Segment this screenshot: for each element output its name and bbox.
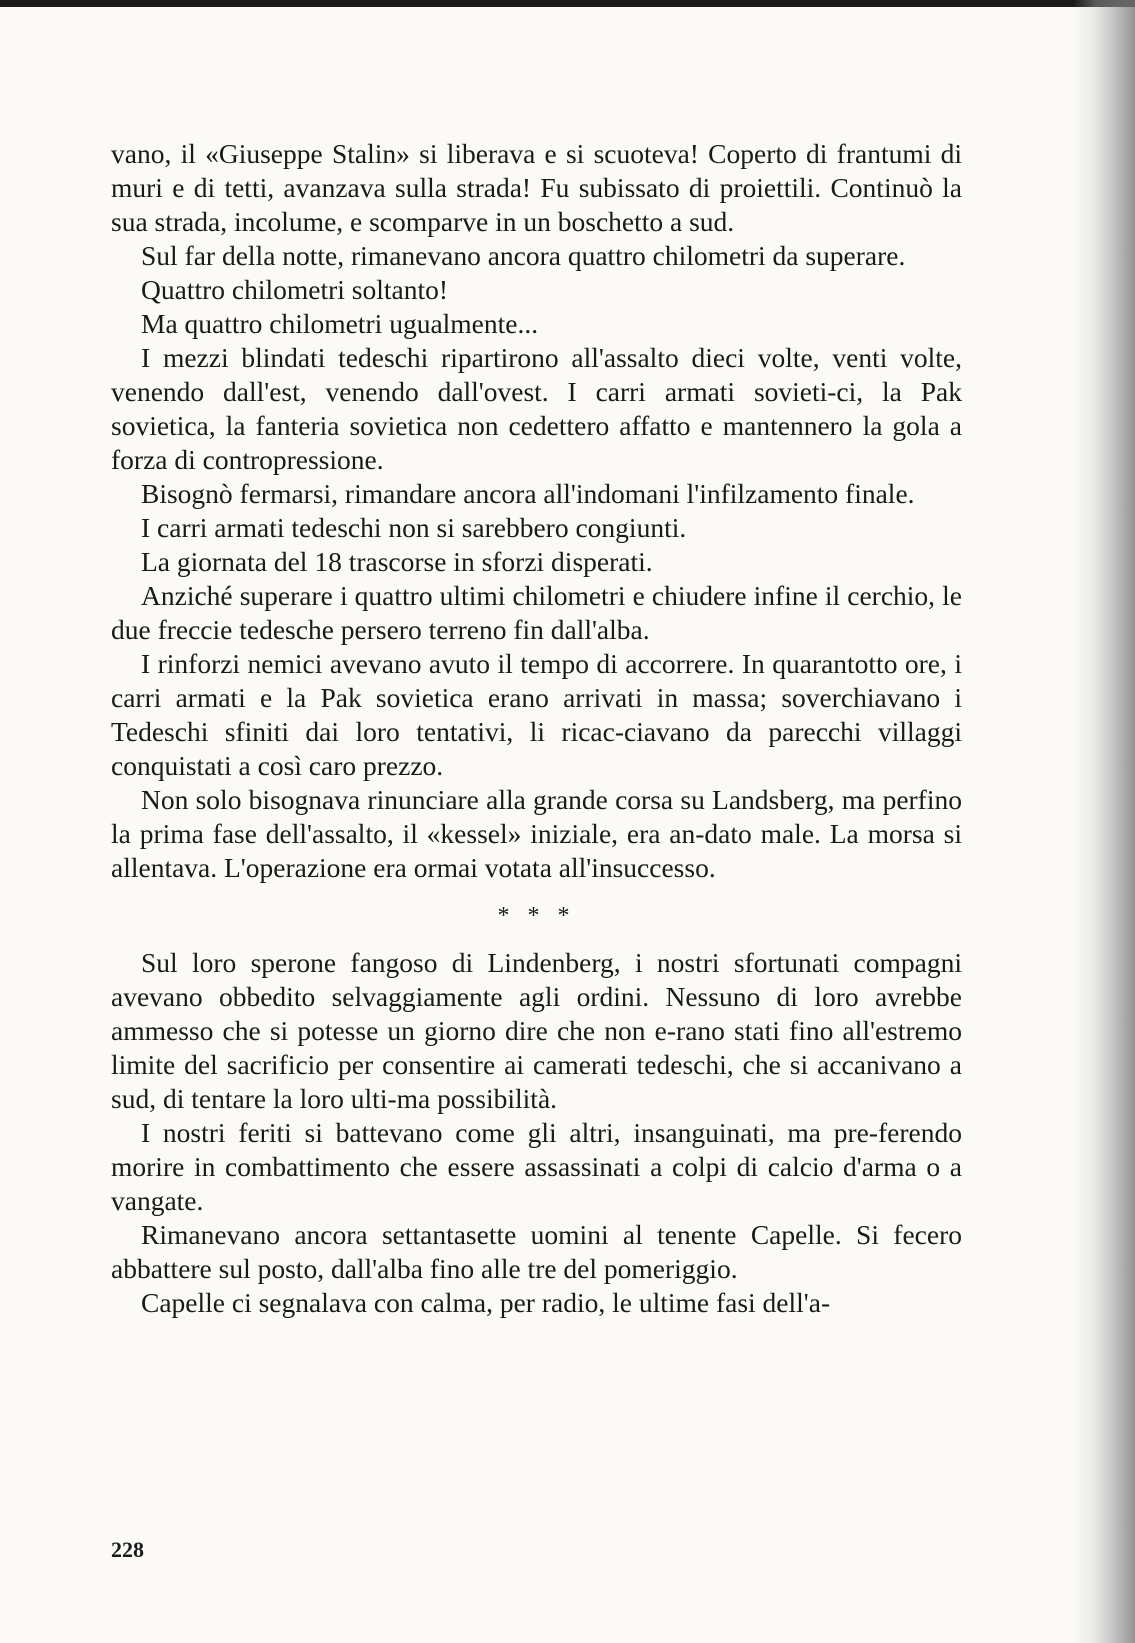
paragraph: I rinforzi nemici avevano avuto il tempo di accorrere. In quarantotto ore, i carri armati e la Pak sovietica erano arrivati in massa; soverchiavano i Tedeschi sfiniti dai loro tentativi, li ricac-ciavano da parecchi villaggi conquistati a così caro prezzo.: [111, 648, 962, 781]
paragraph: I carri armati tedeschi non si sarebbero congiunti.: [141, 512, 687, 543]
paragraph: Bisognò fermarsi, rimandare ancora all'indomani l'infilzamento finale.: [141, 478, 915, 509]
paragraph: Rimanevano ancora settantasette uomini al tenente Capelle. Si fecero abbattere sul posto, dall'alba fino alle tre del pomeriggio.: [111, 1219, 962, 1284]
paragraph: vano, il «Giuseppe Stalin» si liberava e si scuoteva! Coperto di frantumi di muri e di tetti, avanzava sulla strada! Fu subissato di proiettili. Continuò la sua strada, incolume, e scomparve in un boschetto a sud.: [111, 138, 962, 237]
paragraph: Non solo bisognava rinunciare alla grande corsa su Landsberg, ma perfino la prima fase dell'assalto, il «kessel» iniziale, era an-dato male. La morsa si allentava. L'operazione era ormai votata all'insuccesso.: [111, 784, 962, 883]
paragraph: Sul loro sperone fangoso di Lindenberg, i nostri sfortunati compagni avevano obbedito selvaggiamente agli ordini. Nessuno di loro avrebbe ammesso che si potesse un giorno dire che non e-rano stati fino all'estremo limite del sacrificio per consentire ai camerati tedeschi, che si accanivano a sud, di tentare la loro ulti-ma possibilità.: [111, 947, 962, 1114]
page-number: 228: [111, 1537, 144, 1562]
binding-shadow: [1073, 0, 1135, 1643]
section-break: * * *: [497, 903, 576, 929]
paragraph: I nostri feriti si battevano come gli altri, insanguinati, ma pre-ferendo morire in combattimento che essere assassinati a colpi di calcio d'arma o a vangate.: [111, 1117, 962, 1216]
paragraph: Quattro chilometri soltanto!: [141, 274, 449, 305]
paragraph: Anziché superare i quattro ultimi chilometri e chiudere infine il cerchio, le due freccie tedesche persero terreno fin dall'alba.: [111, 580, 962, 645]
body-text: [111, 137, 962, 1320]
top-edge-rule: [0, 0, 1135, 7]
paragraph: Sul far della notte, rimanevano ancora quattro chilometri da superare.: [141, 240, 906, 271]
paragraph: I mezzi blindati tedeschi ripartirono all'assalto dieci volte, venti volte, venendo dall'est, venendo dall'ovest. I carri armati sovieti-ci, la Pak sovietica, la fanteria sovietica non cedettero affatto e mantennero la gola a forza di contropressione.: [111, 342, 962, 475]
paragraph: Ma quattro chilometri ugualmente...: [141, 308, 539, 339]
paragraph: La giornata del 18 trascorse in sforzi disperati.: [141, 546, 653, 577]
paragraph: Capelle ci segnalava con calma, per radio, le ultime fasi dell'a-: [141, 1287, 831, 1318]
